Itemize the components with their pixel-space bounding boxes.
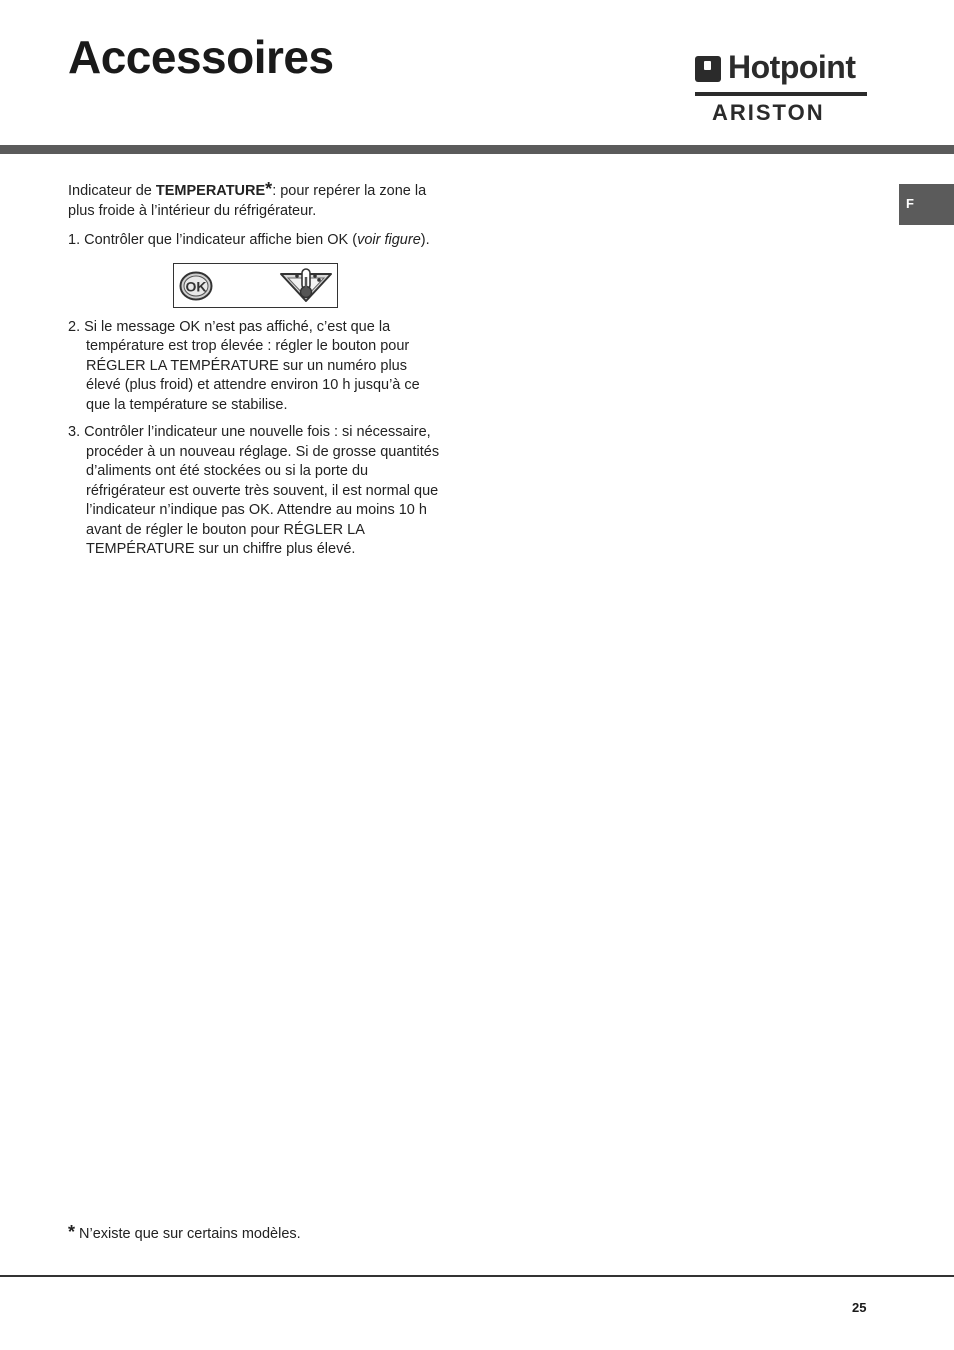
intro-prefix: Indicateur de: [68, 183, 156, 199]
ok-indicator-icon: [179, 271, 213, 301]
language-tab: F: [899, 184, 954, 225]
main-content: [68, 180, 443, 568]
step-1-pre: 1. Contrôler que l’indicateur affiche bien OK (: [68, 232, 358, 248]
page-number: 25: [852, 1300, 867, 1315]
footnote: [68, 1222, 301, 1243]
footer-rule: [0, 1275, 954, 1277]
step-1-post: ).: [420, 232, 430, 248]
footnote-star: *: [68, 1222, 76, 1242]
step-1-em: voir figure: [357, 232, 421, 248]
logo-brand: Hotpoint: [728, 49, 856, 85]
intro-asterisk: *: [265, 179, 273, 199]
step-2: 2. Si le message OK n’est pas affiché, c’est que la température est trop élevée : régler le bouton pour RÉGLER LA TEMPÉRATURE sur un numéro plus élevé (plus froid) et attendre environ 10 h jusqu’à ce que la température se stabilise.: [68, 318, 420, 413]
logo-sub: ARISTON: [712, 100, 825, 125]
footnote-text: N’existe que sur certains modèles.: [75, 1226, 301, 1242]
intro-keyword: TEMPERATURE: [155, 183, 266, 199]
ok-label: OK: [185, 278, 207, 294]
step-1: [68, 231, 443, 251]
page-title: Accessoires: [68, 31, 334, 83]
intro-rest: : pour repérer la zone la plus froide à l’intérieur du réfrigérateur.: [68, 183, 427, 219]
thermometer-zone-icon: [278, 267, 334, 305]
logo-square-icon: [695, 56, 721, 82]
header-rule: [0, 145, 954, 154]
logo-divider: [695, 92, 867, 96]
hotpoint-ariston-logo: [692, 50, 870, 128]
intro-paragraph: [68, 180, 443, 221]
logo-mark: [692, 49, 870, 88]
step-3: 3. Contrôler l’indicateur une nouvelle fois : si nécessaire, procéder à un nouveau réglage. Si de grosse quantités d’aliments ont été stockées ou si la porte du réfrigérateur est ouverte très souvent, il est normal que l’indicateur n’indique pas OK. Attendre au moins 10 h avant de régler le bouton pour RÉGLER LA TEMPÉRATURE sur un chiffre plus élevé.: [68, 424, 440, 557]
indicator-figure: [173, 263, 338, 308]
